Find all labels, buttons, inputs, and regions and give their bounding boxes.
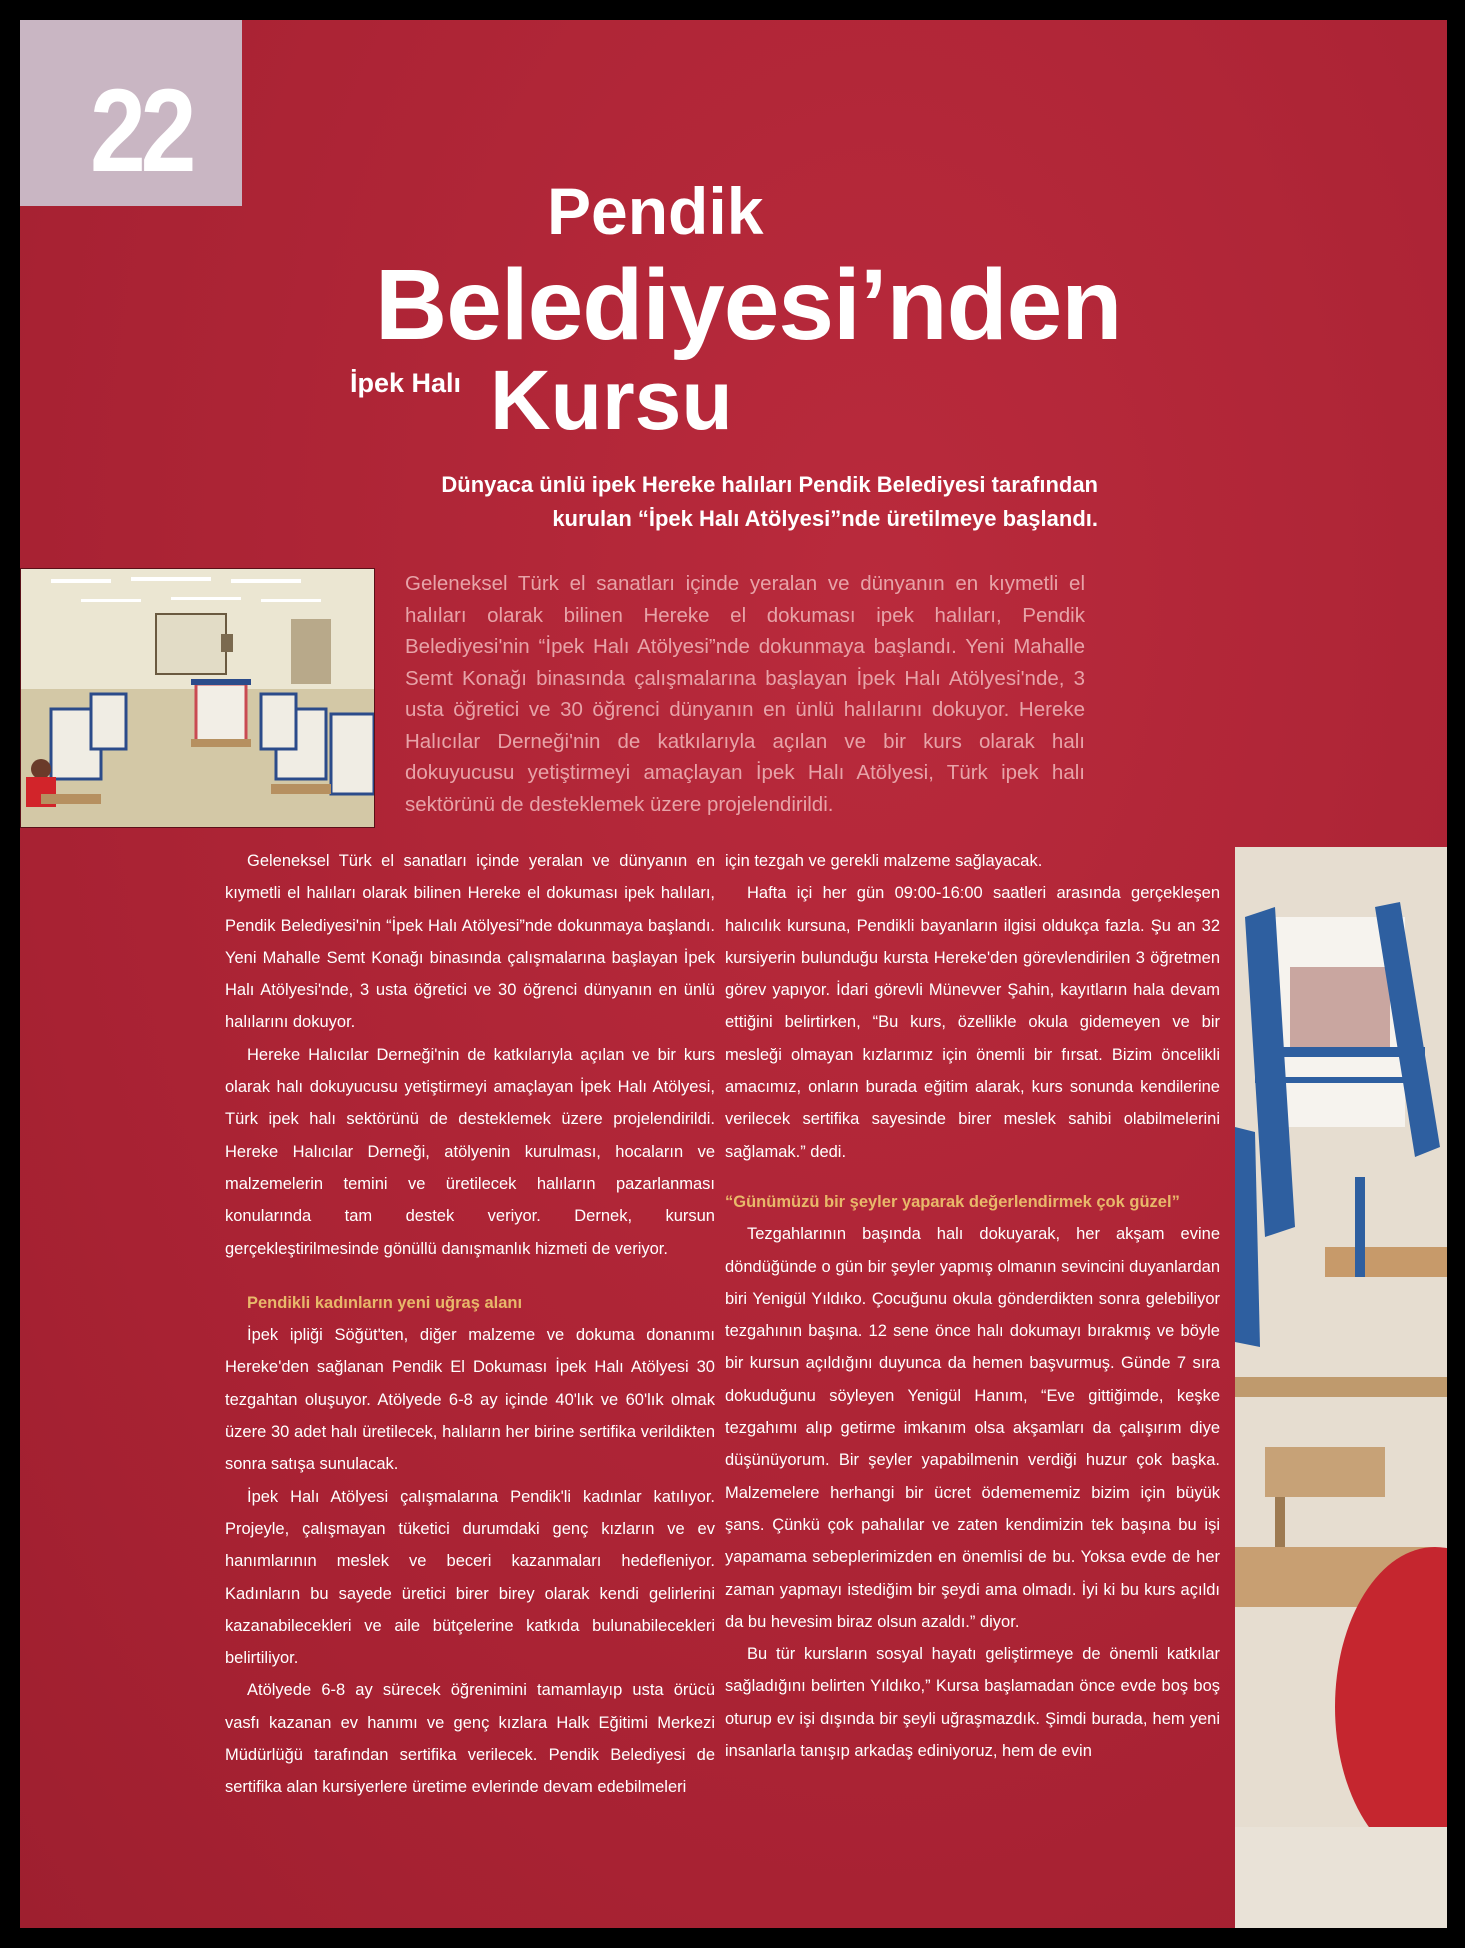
paragraph: İpek ipliği Söğüt'ten, diğer malzeme ve dokuma donanımı Hereke'den sağlanan Pendik El Dokuması İpek Halı Atölyesi 30 tezgahtan oluşuyor. Atölyede 6-8 ay içinde 40'lık ve 60'lık olmak üzere 30 adet halı üretilecek, halıların her birine sertifika verildikten sonra satışa sunulacak. [225, 1326, 715, 1474]
title-line-3-large: Kursu [490, 353, 733, 447]
paragraph: Bu tür kursların sosyal hayatı geliştirmeye de önemli katkılar sağladığını belirten Yıldıko,” Kursa başlamadan önce evde boş boş oturup ev işi dışında bir şeyli uğraşmazdık. Şimdi burada, hem yeni insanlarla tanışıp arkadaş ediniyoruz, hem de evin [725, 1645, 1220, 1761]
paragraph: Hereke Halıcılar Derneği'nin de katkılarıyla açılan ve bir kurs olarak halı dokuyucusu yetiştirmeyi amaçlayan İpek Halı Atölyesi, Türk ipek halı sektörünü de desteklemek üzere projelendirildi. Hereke Halıcılar Derneği, atölyenin kurulması, hocaların ve malzemelerin temini ve üretilecek halıların pazarlanması konularında tam destek veriyor. Dernek, kursun gerçekleştirilmesinde gönüllü danışmanlık hizmeti de veriyor. [225, 1045, 715, 1258]
article-column-1 [225, 845, 715, 1804]
paragraph: Atölyede 6-8 ay sürecek öğrenimini tamamlayıp usta örücü vasfı kazanan ev hanımı ve genç kızlara Halk Eğitimi Merkezi Müdürlüğü tarafından sertifika verilecek. Pendik Belediyesi de sertifika alan kursiyerlere üretime evlerinde devam edebilmeleri [225, 1681, 715, 1797]
paragraph: Hafta içi her gün 09:00-16:00 saatleri arasında gerçekleşen halıcılık kursuna, Pendikli bayanların ilgisi oldukça fazla. Şu an 32 kursiyerin bulunduğu kursta Hereke'den görevlendirilen 3 öğretmen görev yapıyor. İdari görevli Münevver Şahin, kayıtların hala devam ettiğini belirtirken, “Bu kurs, özellikle okula gidemeyen ve bir mesleği olmayan kızlarımız için önemli bir fırsat. Bizim öncelikli amacımız, onların burada eğitim alarak, kurs sonunda kendilerine verilecek sertifika sayesinde birer meslek sahibi olabilmelerini sağlamak.” dedi. [725, 884, 1220, 1161]
magazine-page [20, 20, 1447, 1928]
article-subtitle: Dünyaca ünlü ipek Hereke halıları Pendik Belediyesi tarafından kurulan “İpek Halı Atölyesi”nde üretilmeye başlandı. [441, 472, 1098, 531]
title-line-3-small: İpek Halı [350, 368, 462, 398]
section-heading: Pendikli kadınların yeni uğraş alanı [247, 1293, 523, 1312]
paragraph: İpek Halı Atölyesi çalışmalarına Pendik'li kadınlar katılıyor. Projeyle, çalışmayan tüketici durumdaki genç kızların ve ev hanımlarının meslek ve beceri kazanmaları hedefleniyor. Kadınların bu sayede üretici birer birey olarak kendi gelirlerini kazanabilecekleri ve aile bütçelerine katkıda bulunabilecekleri belirtiliyor. [225, 1487, 715, 1668]
page-number: 22 [90, 65, 192, 197]
page-number-box [20, 20, 242, 206]
paragraph: Tezgahlarının başında halı dokuyarak, her akşam evine döndüğünde o gün bir şeyler yapmış olmanın sevincini duyanlardan biri Yenigül Yıldıko. Çocuğunu okula gönderdikten sonra gelebiliyor tezgahının başına. 12 sene önce halı dokumayı bırakmış ve böyle bir kursun açıldığını duyunca da hemen başvurmuş. Günde 7 sıra dokuduğunu söyleyen Yenigül Hanım, “Eve gittiğimde, keşke tezgahımı alıp getirme imkanım olsa akşamları da çalışırım diye düşünüyorum. Bir şeyler yapabilmenin verdiği huzur çok başka. Malzemelere herhangi bir ücret ödemememiz bizim için büyük şans. Çünkü çok pahalılar ve zaten kendimizin tek başına bu işi yapamama sebeplerimizden en önemlisi de bu. Yoksa evde de her zaman yapmayı istediğim bir şeydi ama olmadı. İyi ki bu kurs açıldı da bu hevesim biraz olsun azaldı.” diyor. [725, 1225, 1220, 1631]
paragraph: için tezgah ve gerekli malzeme sağlayacak. [725, 852, 1043, 870]
workshop-photo [20, 568, 375, 828]
paragraph: Geleneksel Türk el sanatları içinde yeralan ve dünyanın en kıymetli el halıları olarak bilinen Hereke el dokuması ipek halıları, Pendik Belediyesi'nin “İpek Halı Atölyesi”nde dokunmaya başlandı. Yeni Mahalle Semt Konağı binasında çalışmalarına başlayan İpek Halı Atölyesi'nde, 3 usta öğretici ve 30 öğrenci dünyanın en ünlü halılarını dokuyor. [225, 852, 715, 1032]
article-column-2 [725, 845, 1220, 1767]
title-line-1: Pendik [547, 174, 764, 248]
article-intro: Geleneksel Türk el sanatları içinde yeralan ve dünyanın en kıymetli el halıları olarak bilinen Hereke el dokuması ipek halıları, Pendik Belediyesi'nin “İpek Halı Atölyesi”nde dokunmaya başlandı. Yeni Mahalle Semt Konağı binasında çalışmalarına başlayan İpek Halı Atölyesi'nde, 3 usta öğretici ve 30 öğrenci dünyanın en ünlü halılarını dokuyor. Hereke Halıcılar Derneği'nin de katkılarıyla açılan ve bir kurs olarak halı dokuyucusu yetiştirmeyi amaçlayan İpek Halı Atölyesi, Türk ipek halı sektörünü de desteklemek üzere projelendirildi. [405, 572, 1085, 816]
title-line-2: Belediyesi’nden [375, 249, 1122, 361]
loom-photo [1235, 847, 1447, 1928]
section-heading: “Günümüzü bir şeyler yaparak değerlendirmek çok güzel” [725, 1192, 1180, 1211]
